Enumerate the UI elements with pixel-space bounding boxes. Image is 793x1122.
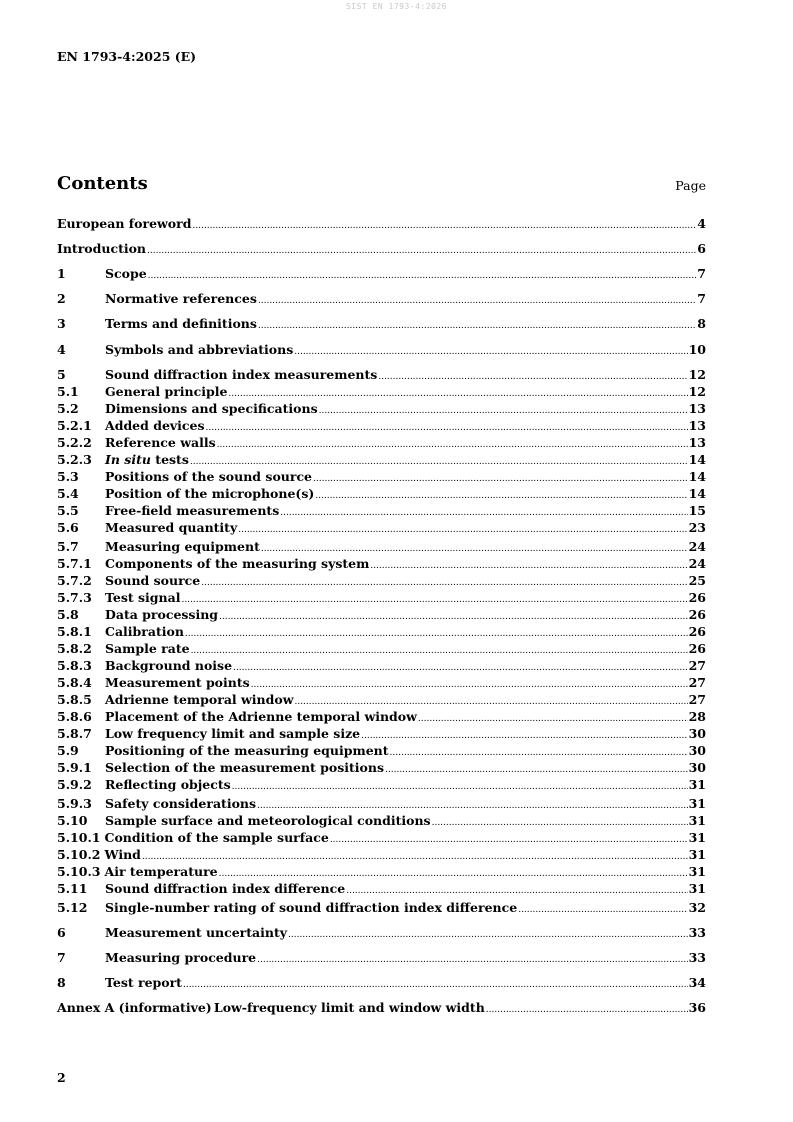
toc-entry-number: 5.9 <box>57 743 79 758</box>
toc-entry-title: Data processing <box>105 607 219 622</box>
toc-entry-title: Reference walls <box>105 435 216 450</box>
toc-entry-number: 5.7 <box>57 539 79 554</box>
toc-entry[interactable] <box>57 743 706 759</box>
toc-entry-number: 5.7.2 <box>57 573 92 588</box>
toc-entry-number: 5.8.2 <box>57 641 92 656</box>
toc-entry-page: 27 <box>688 658 706 673</box>
toc-entry-number: 1 <box>57 266 66 281</box>
toc-entry-leader <box>315 488 687 504</box>
toc-entry-leader <box>378 369 687 385</box>
toc-entry-title: Free-field measurements <box>105 503 280 518</box>
toc-entry-title: Low-frequency limit and window width <box>213 1000 485 1015</box>
toc-entry-number: 5.10.2 <box>57 847 101 862</box>
toc-entry-page: 26 <box>688 624 706 639</box>
toc-entry[interactable] <box>57 692 706 708</box>
toc-entry-title: Sound source <box>105 573 201 588</box>
page-column-label: Page <box>675 178 706 193</box>
toc-entry-page: 30 <box>688 743 706 758</box>
toc-entry-leader <box>206 420 688 436</box>
toc-entry-number: 5.8.6 <box>57 709 92 724</box>
toc-entry-leader <box>219 866 688 882</box>
toc-entry-page: 30 <box>688 726 706 741</box>
toc-entry-number: 5.2.2 <box>57 435 92 450</box>
toc-entry-page: 15 <box>688 503 706 518</box>
toc-entry-page: 31 <box>688 881 706 896</box>
toc-entry-number: 5.8.5 <box>57 692 92 707</box>
toc-entry-leader <box>183 977 688 993</box>
toc-entry-page: 30 <box>688 760 706 775</box>
toc-entry-title: Measurement uncertainty <box>105 925 288 940</box>
toc-entry-title: Normative references <box>105 291 257 306</box>
toc-entry-title: Safety considerations <box>105 796 257 811</box>
toc-entry-title: Single-number rating of sound diffraction index difference <box>105 900 518 915</box>
toc-entry-number: 5.7.1 <box>57 556 92 571</box>
toc-entry-title: Low frequency limit and sample size <box>105 726 361 741</box>
toc-entry-leader <box>228 386 687 402</box>
toc-entry-title: Introduction <box>57 241 147 256</box>
toc-entry-leader <box>313 471 688 487</box>
toc-entry-leader <box>217 437 688 453</box>
toc-entry-leader <box>191 643 688 659</box>
toc-entry[interactable] <box>57 241 706 257</box>
toc-entry-page: 12 <box>688 367 706 382</box>
toc-entry-title: Added devices <box>105 418 205 433</box>
toc-entry-page: 34 <box>688 975 706 990</box>
toc-entry-page: 33 <box>688 950 706 965</box>
toc-entry-title: Wind <box>104 847 141 862</box>
toc-entry-leader <box>190 454 688 470</box>
toc-entry-number: 7 <box>57 950 66 965</box>
toc-entry-page: 31 <box>688 796 706 811</box>
toc-entry-title: Test report <box>105 975 182 990</box>
toc-entry-title: Measuring equipment <box>105 539 260 554</box>
toc-entry-page: 13 <box>688 435 706 450</box>
toc-entry-title: Calibration <box>105 624 184 639</box>
toc-entry-title: Measuring procedure <box>105 950 257 965</box>
toc-entry-leader <box>219 609 688 625</box>
toc-entry-page: 26 <box>688 590 706 605</box>
toc-entry[interactable] <box>57 216 706 232</box>
toc-entry-number: 5.2.1 <box>57 418 92 433</box>
toc-entry-title: Air temperature <box>104 864 218 879</box>
toc-entry-number: 5.8 <box>57 607 79 622</box>
toc-entry-page: 24 <box>688 539 706 554</box>
toc-entry-page: 14 <box>688 452 706 467</box>
toc-entry-page: 36 <box>688 1000 706 1015</box>
toc-entry-page: 32 <box>688 900 706 915</box>
toc-entry[interactable] <box>57 435 706 451</box>
toc-entry[interactable] <box>57 658 706 674</box>
toc-entry-leader <box>330 832 688 848</box>
toc-entry-number: 5.9.1 <box>57 760 92 775</box>
toc-entry[interactable] <box>57 539 706 555</box>
toc-entry-page: 27 <box>688 675 706 690</box>
toc-entry-leader <box>390 745 688 761</box>
toc-entry[interactable] <box>57 1000 706 1016</box>
toc-entry-number: 5.9.2 <box>57 777 92 792</box>
toc-entry-title-italic: In situ <box>105 452 151 467</box>
toc-entry-page: 13 <box>688 401 706 416</box>
toc-entry-leader <box>238 522 687 538</box>
toc-entry-page: 10 <box>688 342 706 357</box>
toc-entry-title: Sound diffraction index difference <box>105 881 346 896</box>
toc-entry-title: Placement of the Adrienne temporal window <box>105 709 417 724</box>
toc-entry[interactable] <box>57 590 706 606</box>
toc-entry-leader <box>257 952 687 968</box>
toc-entry-number: 5 <box>57 367 66 382</box>
page-number: 2 <box>57 1070 66 1085</box>
toc-entry-number: 6 <box>57 925 66 940</box>
toc-entry-title: European foreword <box>57 216 192 231</box>
toc-entry[interactable] <box>57 556 706 572</box>
toc-entry[interactable] <box>57 881 706 897</box>
toc-entry-leader <box>486 1002 688 1018</box>
toc-entry-number: 8 <box>57 975 66 990</box>
toc-entry-page: 4 <box>697 216 706 231</box>
toc-entry-annex-label: Annex A (informative) <box>57 1000 212 1015</box>
toc-entry[interactable] <box>57 641 706 657</box>
toc-entry-title: Selection of the measurement positions <box>105 760 385 775</box>
toc-entry[interactable] <box>57 726 706 742</box>
toc-entry[interactable] <box>57 925 706 941</box>
toc-entry-page: 26 <box>688 641 706 656</box>
toc-entry-title: Positioning of the measuring equipment <box>105 743 389 758</box>
toc-entry-leader <box>418 711 688 727</box>
toc-entry-title: Condition of the sample surface <box>104 830 329 845</box>
toc-entry[interactable] <box>57 950 706 966</box>
toc-entry-leader <box>232 779 688 795</box>
toc-entry[interactable] <box>57 675 706 691</box>
toc-entry[interactable] <box>57 342 706 358</box>
toc-entry-leader <box>361 728 687 744</box>
toc-entry-page: 31 <box>688 830 706 845</box>
toc-entry-number: 5.8.3 <box>57 658 92 673</box>
toc-entry-number: 5.8.4 <box>57 675 92 690</box>
toc-entry-page: 14 <box>688 486 706 501</box>
toc-entry-leader <box>148 268 697 284</box>
toc-entry[interactable] <box>57 760 706 776</box>
toc-entry[interactable] <box>57 975 706 991</box>
toc-entry[interactable] <box>57 316 706 332</box>
toc-entry-leader <box>142 849 688 865</box>
toc-entry-title: Adrienne temporal window <box>105 692 294 707</box>
toc-entry-title: Positions of the sound source <box>105 469 313 484</box>
document-id: EN 1793-4:2025 (E) <box>57 49 197 64</box>
contents-heading: Contents <box>57 173 148 194</box>
toc-entry-number: 5.8.7 <box>57 726 92 741</box>
toc-entry-page: 13 <box>688 418 706 433</box>
toc-entry-number: 5.5 <box>57 503 79 518</box>
toc-entry[interactable] <box>57 452 706 468</box>
toc-entry-page: 31 <box>688 813 706 828</box>
toc-entry-title: Test signal <box>105 590 181 605</box>
toc-entry[interactable] <box>57 573 706 589</box>
toc-entry-page: 33 <box>688 925 706 940</box>
toc-entry-leader <box>251 677 688 693</box>
toc-entry-number: 5.11 <box>57 881 88 896</box>
toc-entry-leader <box>257 798 688 814</box>
toc-entry[interactable] <box>57 847 706 863</box>
toc-entry-number: 5.10.1 <box>57 830 101 845</box>
toc-entry-page: 6 <box>697 241 706 256</box>
toc-entry-leader <box>280 505 687 521</box>
toc-entry-leader <box>233 660 688 676</box>
toc-entry-page: 31 <box>688 847 706 862</box>
toc-entry[interactable] <box>57 291 706 307</box>
toc-entry-leader <box>192 218 696 234</box>
toc-entry-page: 31 <box>688 864 706 879</box>
toc-entry-leader <box>370 558 687 574</box>
toc-entry-title: Terms and definitions <box>105 316 257 331</box>
toc-entry-page: 7 <box>697 291 706 306</box>
toc-entry-page: 31 <box>688 777 706 792</box>
toc-entry-leader <box>181 592 687 608</box>
toc-entry[interactable] <box>57 486 706 502</box>
toc-entry[interactable] <box>57 900 706 916</box>
toc-entry-page: 28 <box>688 709 706 724</box>
toc-entry[interactable] <box>57 830 706 846</box>
toc-entry-page: 25 <box>688 573 706 588</box>
toc-entry-title: Sample surface and meteorological conditions <box>105 813 431 828</box>
toc-entry-title: Background noise <box>105 658 233 673</box>
toc-entry-leader <box>258 293 696 309</box>
toc-entry-title: Sound diffraction index measurements <box>105 367 378 382</box>
toc-entry-number: 3 <box>57 316 66 331</box>
toc-entry-title: Reflecting objects <box>105 777 231 792</box>
toc-entry-title: General principle <box>105 384 228 399</box>
toc-entry-page: 7 <box>697 266 706 281</box>
toc-entry-number: 5.6 <box>57 520 79 535</box>
toc-entry-number: 5.12 <box>57 900 88 915</box>
toc-entry-number: 5.10.3 <box>57 864 101 879</box>
toc-entry-number: 5.7.3 <box>57 590 92 605</box>
toc-entry[interactable] <box>57 469 706 485</box>
table-of-contents <box>57 0 706 1122</box>
toc-entry-leader <box>201 575 687 591</box>
toc-entry[interactable] <box>57 266 706 282</box>
toc-entry-number: 5.3 <box>57 469 79 484</box>
toc-entry-page: 27 <box>688 692 706 707</box>
toc-entry-leader <box>185 626 688 642</box>
toc-entry-number: 5.8.1 <box>57 624 92 639</box>
toc-entry-leader <box>258 318 696 334</box>
toc-entry-leader <box>346 883 687 899</box>
toc-entry[interactable] <box>57 367 706 383</box>
toc-entry-leader <box>261 541 688 557</box>
toc-entry[interactable] <box>57 418 706 434</box>
toc-entry-title <box>105 452 189 468</box>
toc-entry-number: 4 <box>57 342 66 357</box>
toc-entry[interactable] <box>57 777 706 793</box>
toc-entry-number: 5.1 <box>57 384 79 399</box>
toc-entry-title: Symbols and abbreviations <box>105 342 294 357</box>
toc-entry-title: Sample rate <box>105 641 190 656</box>
toc-entry-leader <box>385 762 688 778</box>
toc-entry-title-rest: tests <box>150 452 189 467</box>
toc-entry-title: Measured quantity <box>105 520 238 535</box>
toc-entry-leader <box>294 694 687 710</box>
toc-entry-leader <box>432 815 688 831</box>
toc-entry[interactable] <box>57 709 706 725</box>
toc-entry-number: 5.10 <box>57 813 88 828</box>
toc-entry-title: Dimensions and specifications <box>105 401 318 416</box>
toc-entry-title: Measurement points <box>105 675 250 690</box>
toc-entry[interactable] <box>57 624 706 640</box>
toc-entry-title: Position of the microphone(s) <box>105 486 315 501</box>
toc-entry-page: 14 <box>688 469 706 484</box>
toc-entry[interactable] <box>57 607 706 623</box>
toc-entry-page: 24 <box>688 556 706 571</box>
toc-entry-leader <box>288 927 688 943</box>
toc-entry-leader <box>294 344 687 360</box>
toc-entry-page: 23 <box>688 520 706 535</box>
toc-entry-page: 8 <box>697 316 706 331</box>
toc-entry-leader <box>147 243 696 259</box>
toc-entry-page: 12 <box>688 384 706 399</box>
toc-entry[interactable] <box>57 520 706 536</box>
toc-entry[interactable] <box>57 384 706 400</box>
watermark: SIST EN 1793-4:2026 <box>345 2 447 11</box>
toc-entry[interactable] <box>57 503 706 519</box>
toc-entry-number: 5.9.3 <box>57 796 92 811</box>
toc-entry-number: 5.2 <box>57 401 79 416</box>
toc-entry[interactable] <box>57 813 706 829</box>
toc-entry-title: Components of the measuring system <box>105 556 370 571</box>
toc-entry[interactable] <box>57 864 706 880</box>
toc-entry-leader <box>518 902 687 918</box>
toc-entry[interactable] <box>57 401 706 417</box>
toc-entry-page: 26 <box>688 607 706 622</box>
toc-entry-number: 5.2.3 <box>57 452 92 467</box>
toc-entry[interactable] <box>57 796 706 812</box>
toc-entry-title: Scope <box>105 266 147 281</box>
toc-entry-number: 2 <box>57 291 66 306</box>
toc-entry-number: 5.4 <box>57 486 79 501</box>
toc-entry-leader <box>319 403 688 419</box>
